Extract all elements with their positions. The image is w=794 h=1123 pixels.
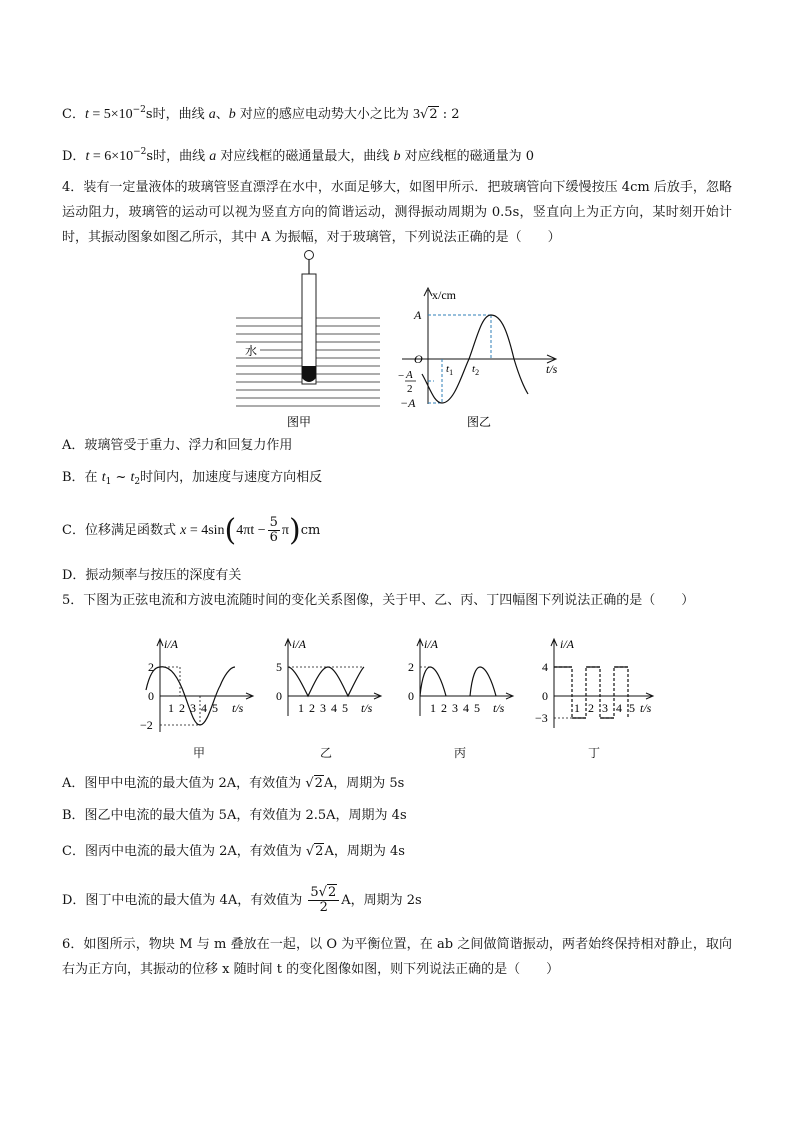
fig-ding-label: 丁 xyxy=(588,746,601,760)
a-label: A xyxy=(414,308,422,322)
q5-stem: 5．下图为正弦电流和方波电流随时间的变化关系图像，关于甲、乙、丙、丁四幅图下列说法正确的是（ ） xyxy=(62,593,695,608)
sqrt-symbol: √2 xyxy=(420,107,438,122)
sqrt-symbol: √2 xyxy=(305,776,323,791)
fig-i-t-jia xyxy=(140,636,260,736)
water-label: 水 xyxy=(245,344,258,358)
fraction: $\frac{5}{6}$ xyxy=(269,515,278,545)
origin-label: O xyxy=(414,352,423,366)
svg-text:1 2 3 4 5: 1 2 3 4 5 xyxy=(168,701,219,715)
neg-a-label: −A xyxy=(400,396,416,410)
q4-option-c[interactable]: C．位移满足函数式 x = 4sin(4πt − $\frac{5}{6}$ π)cm xyxy=(62,513,321,548)
svg-text:4: 4 xyxy=(542,660,548,674)
svg-text:i/A: i/A xyxy=(424,637,438,651)
q4-option-a[interactable]: A．玻璃管受于重力、浮力和回复力作用 xyxy=(62,438,293,453)
svg-text:t/s: t/s xyxy=(361,701,373,715)
t1-label: $t_1$ xyxy=(446,363,454,377)
q4-option-b[interactable]: B．在 $t_1$ ~ $t_2$时间内，加速度与速度方向相反 xyxy=(62,470,323,487)
svg-text:1 2 3 4 5: 1 2 3 4 5 xyxy=(298,701,349,715)
half-a-minus: − xyxy=(398,370,405,382)
svg-text:2: 2 xyxy=(588,701,594,715)
q5-option-c[interactable]: C．图丙中电流的最大值为 2A，有效值为 √2A，周期为 4s xyxy=(62,842,405,862)
sqrt-symbol: √2 xyxy=(305,844,324,859)
svg-text:i/A: i/A xyxy=(560,637,574,651)
fig-yi-caption: 图乙 xyxy=(467,415,492,429)
x-axis-title: x/cm xyxy=(432,288,456,302)
t-axis-title: t/s xyxy=(546,362,558,376)
q4-option-d[interactable]: D．振动频率与按压的深度有关 xyxy=(62,568,242,583)
svg-text:i/A: i/A xyxy=(164,637,178,651)
q5-option-a[interactable]: A．图甲中电流的最大值为 2A，有效值为 √2A，周期为 5s xyxy=(62,774,404,794)
svg-text:4: 4 xyxy=(616,701,622,715)
svg-text:0: 0 xyxy=(542,689,548,703)
fig-tube-in-water xyxy=(230,246,390,431)
q5-option-b[interactable]: B．图乙中电流的最大值为 5A，有效值为 2.5A，周期为 4s xyxy=(62,808,407,823)
svg-text:2: 2 xyxy=(148,660,154,674)
svg-text:t/s: t/s xyxy=(232,701,244,715)
fig-bing-label: 丙 xyxy=(454,746,467,760)
fraction: $\frac{5√2}{2}$ xyxy=(308,886,339,915)
q5-option-d[interactable]: D．图丁中电流的最大值为 4A，有效值为 $\frac{5√2}{2}$ A，周期为 2s xyxy=(62,885,422,915)
fig-jia-caption: 图甲 xyxy=(287,415,312,429)
svg-text:0: 0 xyxy=(276,689,282,703)
svg-text:0: 0 xyxy=(148,689,154,703)
svg-text:2: 2 xyxy=(408,660,414,674)
half-a-den: 2 xyxy=(407,383,413,395)
svg-text:3: 3 xyxy=(602,701,608,715)
fig-i-t-bing xyxy=(400,636,520,736)
svg-text:i/A: i/A xyxy=(292,637,306,651)
svg-text:1 2 3 4 5: 1 2 3 4 5 xyxy=(430,701,481,715)
svg-text:1: 1 xyxy=(574,701,580,715)
svg-text:0: 0 xyxy=(408,689,414,703)
fig-yi-label: 乙 xyxy=(320,746,333,760)
fig-i-t-yi xyxy=(268,636,388,736)
q6-stem: 6．如图所示，物块 M 与 m 叠放在一起，以 O 为平衡位置，在 ab 之间做简谐振动，两者始终保持相对静止，取向右为正方向，其振动的位移 x 随时间 t 的变化图像如图，则下列说法正确的是（ ） xyxy=(62,937,732,977)
q4-stem: 4．装有一定量液体的玻璃管竖直漂浮在水中，水面足够大，如图甲所示．把玻璃管向下缓慢按压 4cm 后放手，忽略运动阻力，玻璃管的运动可以视为竖直方向的简谐运动，测得振动周期为 0.5s，竖直向上为正方向，某时刻开始计时，其振动图象如图乙所示，其中 A 为振幅，对于玻璃管，下列说法正确的是（ ） xyxy=(62,180,732,245)
svg-text:−2: −2 xyxy=(140,718,153,732)
fig-i-t-ding xyxy=(530,636,660,736)
fig-jia-label: 甲 xyxy=(193,746,206,760)
svg-text:5: 5 xyxy=(629,701,635,715)
q3-option-d[interactable]: D．$t = 6\times 10^{-2}s$时，曲线 a 对应线框的磁通量最大，曲线 b 对应线框的磁通量为 0 xyxy=(62,147,535,164)
q3-option-c[interactable]: C．$t = 5\times 10^{-2}s$时，曲线 a、b 对应的感应电动势大小之比为 3√2 : 2 xyxy=(62,100,460,125)
svg-text:t/s: t/s xyxy=(493,701,505,715)
half-a-num: A xyxy=(406,369,413,381)
t2-label: $t_2$ xyxy=(472,363,480,377)
svg-text:t/s: t/s xyxy=(640,701,652,715)
fig-x-t-graph xyxy=(392,284,572,431)
svg-text:5: 5 xyxy=(276,660,282,674)
svg-text:−3: −3 xyxy=(535,711,548,725)
